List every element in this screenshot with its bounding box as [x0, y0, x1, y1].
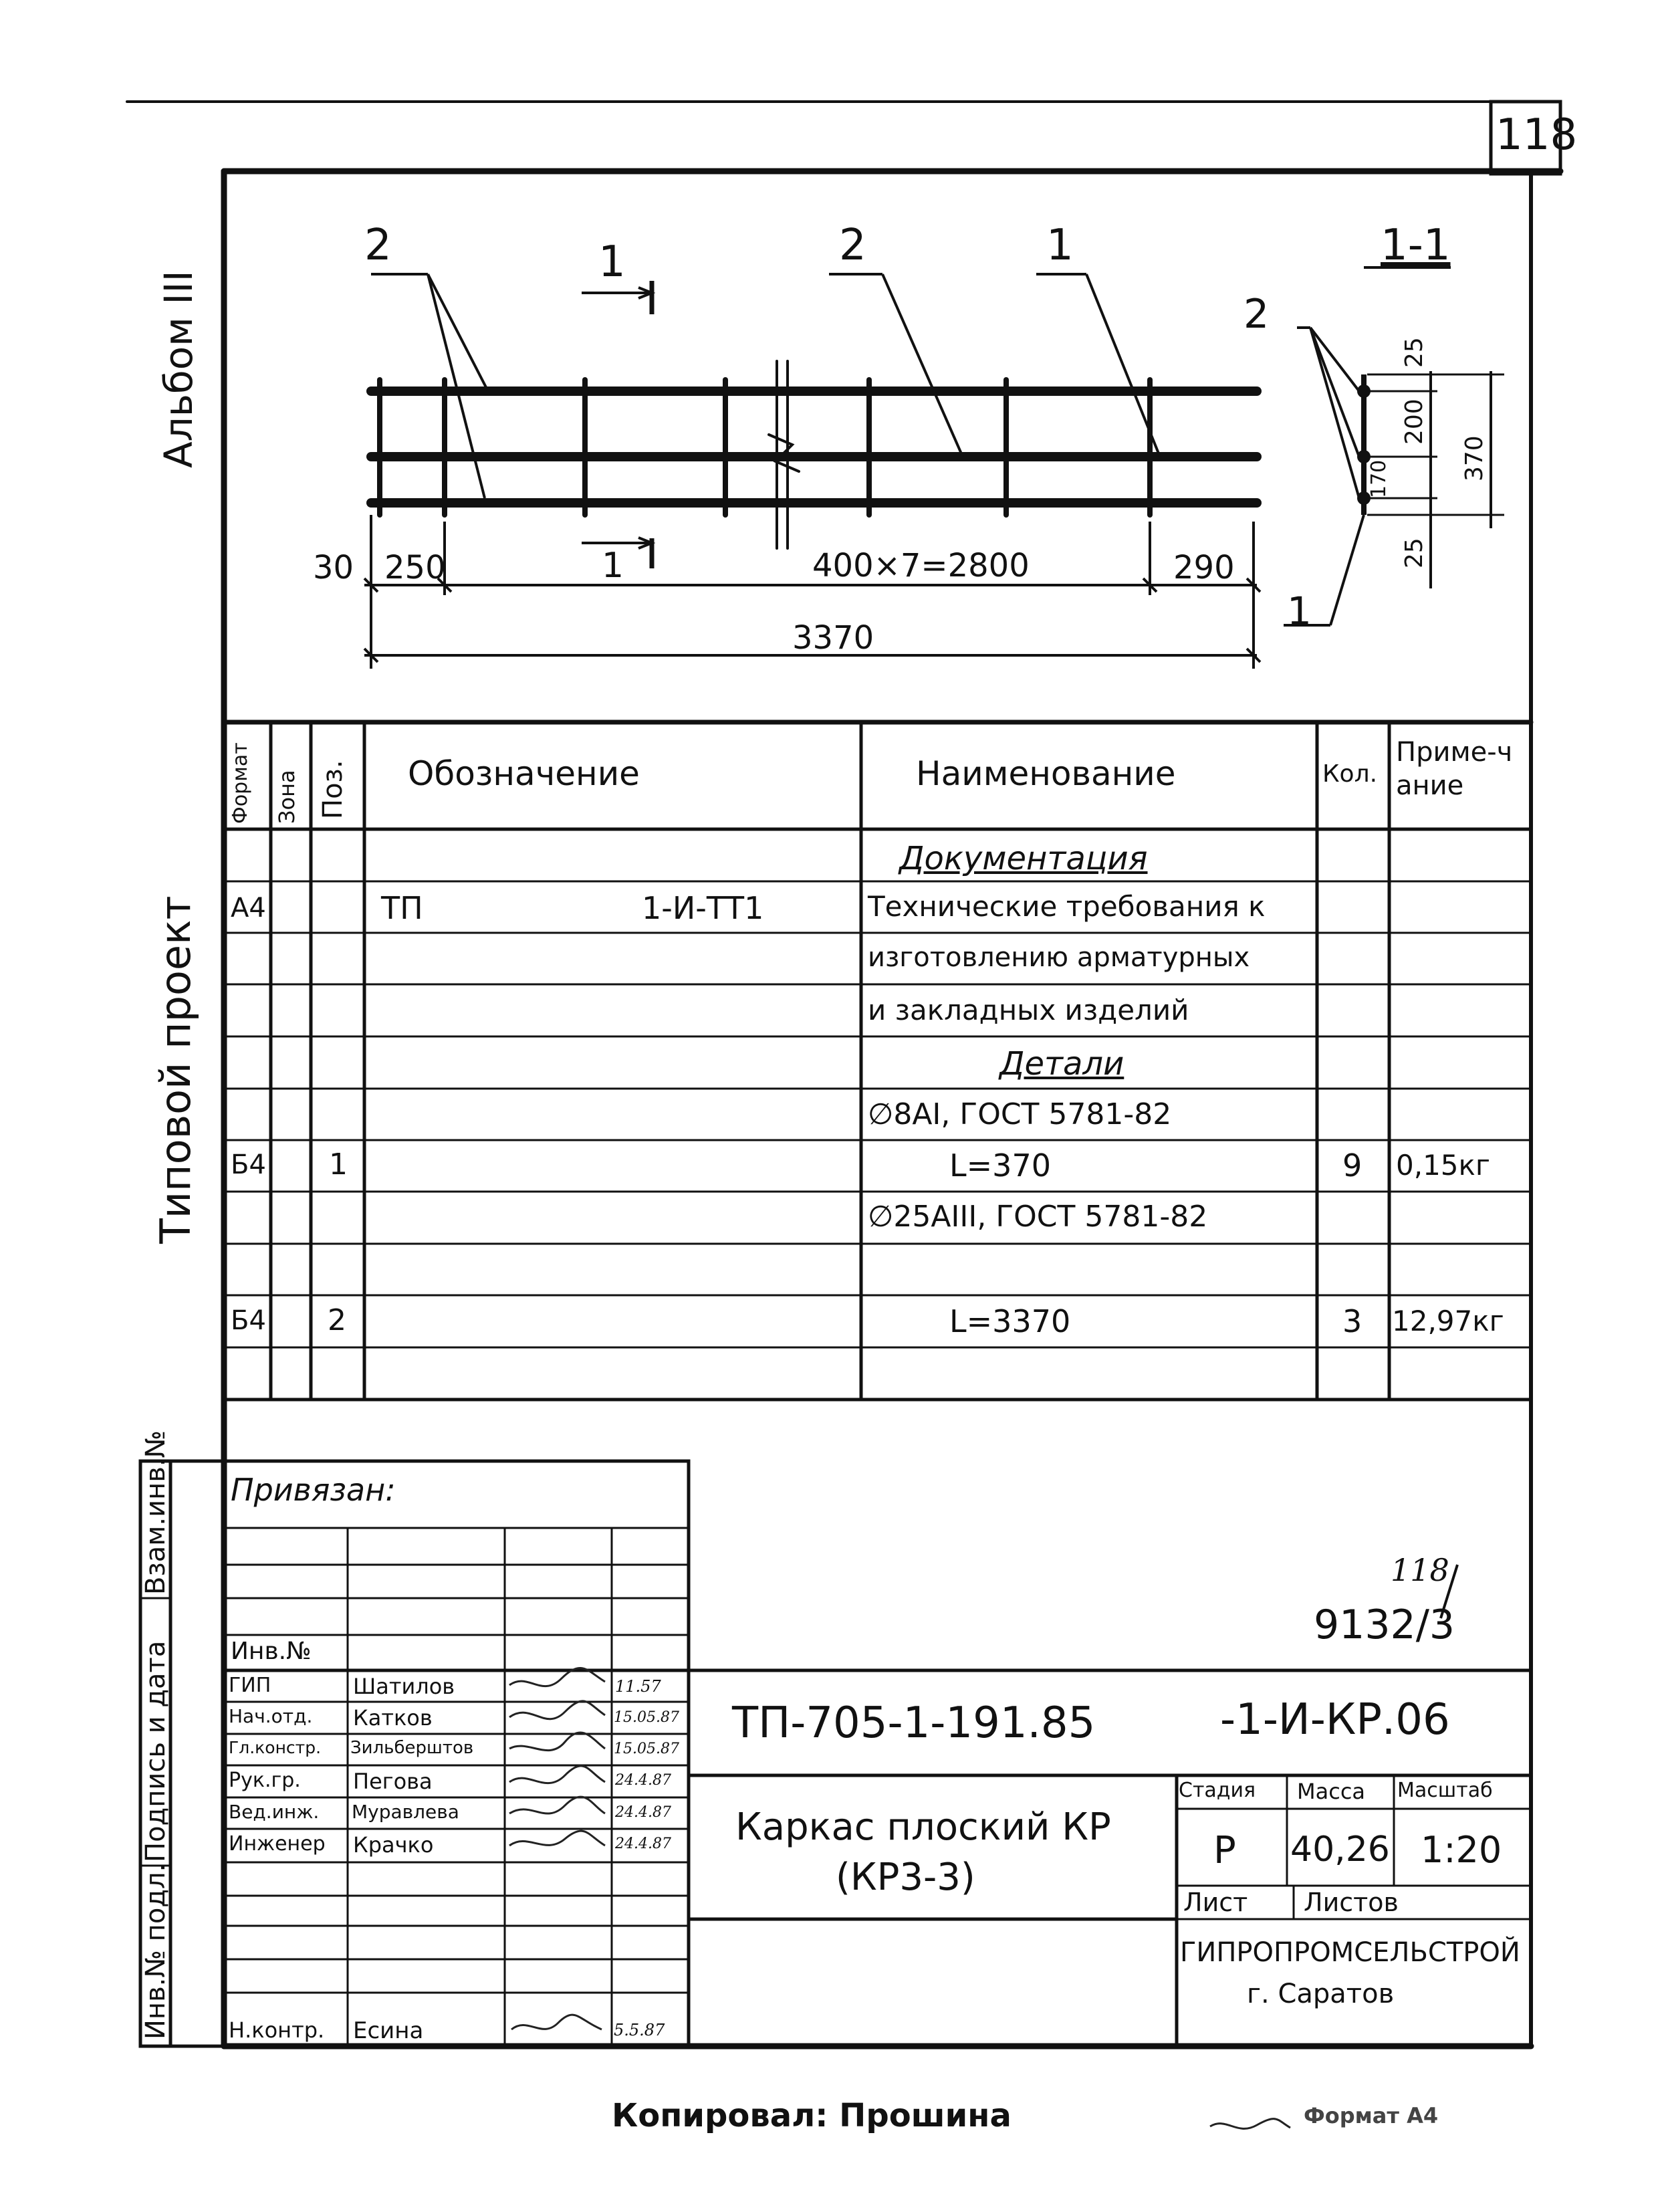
mass-label: Масса [1297, 1779, 1366, 1804]
staff-role-4: Вед.инж. [229, 1801, 320, 1823]
row-7-format: Б4 [231, 1149, 266, 1180]
staff-name-3: Пегова [353, 1769, 433, 1794]
staff-date-1: 15.05.87 [614, 1709, 679, 1726]
row-9-pos: 2 [328, 1303, 346, 1337]
copied-by: Копировал: Прошина [612, 2097, 1012, 2134]
staff-role-3: Рук.гр. [229, 1769, 301, 1792]
drawing-title-line2: (КР3-3) [836, 1856, 975, 1899]
staff-role-1: Нач.отд. [229, 1705, 313, 1727]
staff-date-5: 24.4.87 [615, 1836, 671, 1852]
sheets-label: Листов [1304, 1888, 1399, 1917]
scale-value: 1:20 [1421, 1829, 1502, 1871]
staff-date-0: 11.57 [615, 1677, 661, 1696]
dim-3370: 3370 [792, 619, 874, 657]
header-pos: Поз. [318, 760, 348, 819]
row-2-format: А4 [231, 893, 266, 923]
paper-format: Формат А4 [1304, 2103, 1439, 2128]
doc-code-right: -1-И-КР.06 [1220, 1695, 1450, 1745]
header-note: Приме-чание [1396, 737, 1513, 801]
sec-dim-25-bottom: 25 [1401, 538, 1428, 568]
callout-2-mid: 2 [839, 221, 866, 270]
bound-label: Привязан: [231, 1472, 396, 1508]
staff-name-5: Крачко [353, 1832, 434, 1858]
staff-role-2: Гл.констр. [229, 1738, 322, 1757]
row-9-qty: 3 [1342, 1303, 1363, 1339]
inv-label: Инв.№ [231, 1638, 312, 1665]
row-2-name: Технические требования к [868, 890, 1266, 923]
sec-dim-25-top: 25 [1401, 337, 1428, 368]
staff-name-1: Катков [353, 1705, 433, 1731]
stamp-col-inv-podl: Инв.№ подл. [140, 1863, 171, 2039]
drawing-title-line1: Каркас плоский КР [735, 1805, 1111, 1849]
cage-elevation [371, 361, 1257, 548]
row-7-qty: 9 [1342, 1147, 1363, 1184]
row-5-name: Детали [999, 1045, 1124, 1083]
callout-2-section: 2 [1244, 291, 1270, 338]
callout-1-section: 1 [1287, 588, 1312, 634]
album-label: Альбом III [156, 270, 201, 468]
row-9-name: L=3370 [949, 1303, 1071, 1339]
row-7-pos: 1 [329, 1147, 348, 1182]
dim-30: 30 [313, 549, 354, 586]
staff-role-5: Инженер [229, 1832, 326, 1856]
row-7-name: L=370 [949, 1147, 1051, 1184]
stage-value: Р [1213, 1829, 1236, 1872]
staff-role-0: ГИП [229, 1674, 271, 1697]
mass-value: 40,26 [1290, 1830, 1390, 1870]
stamp-col-vzam-inv: Взам.инв.№ [140, 1430, 171, 1595]
staff-date-3: 24.4.87 [615, 1772, 671, 1789]
project-type-label: Типовой проект [151, 895, 200, 1244]
header-zone: Зона [274, 770, 300, 824]
organization-city: г. Саратов [1247, 1979, 1395, 2009]
dim-250: 250 [384, 549, 446, 586]
row-1-name: Документация [899, 840, 1148, 877]
staff-name-2: Зильберштов [350, 1738, 474, 1758]
row-3-name: изготовлению арматурных [868, 942, 1250, 973]
header-qty: Кол. [1322, 760, 1378, 788]
row-9-format: Б4 [231, 1305, 266, 1336]
dim-290: 290 [1173, 549, 1235, 586]
sec-dim-200: 200 [1401, 399, 1428, 445]
organization-name: ГИПРОПРОМСЕЛЬСТРОЙ [1180, 1937, 1520, 1968]
staff-name-0: Шатилов [353, 1674, 455, 1699]
doc-code-left: ТП-705-1-191.85 [732, 1698, 1096, 1748]
header-name: Наименование [916, 754, 1176, 793]
sheet-label: Лист [1183, 1888, 1248, 1917]
row-2-designation: ТП [381, 890, 423, 926]
dim-400x7: 400×7=2800 [812, 547, 1030, 584]
staff-date-4: 24.4.87 [615, 1804, 671, 1821]
row-7-note: 0,15кг [1396, 1149, 1490, 1182]
section-mark-top: 1 [598, 237, 626, 287]
stage-label: Стадия [1179, 1779, 1256, 1802]
row-2-code: 1-И-ТТ1 [642, 890, 764, 926]
callout-1-mid: 1 [1046, 221, 1074, 270]
staff-name-4: Муравлева [352, 1801, 459, 1823]
staff-name-6: Есина [353, 2017, 424, 2044]
row-6-name: ∅8АI, ГОСТ 5781-82 [868, 1097, 1172, 1131]
header-format: Формат [229, 742, 252, 824]
row-9-note: 12,97кг [1392, 1305, 1504, 1337]
sec-dim-370: 370 [1461, 435, 1488, 481]
header-designation: Обозначение [408, 754, 640, 793]
sec-dim-170: 170 [1367, 459, 1391, 498]
staff-role-6: Н.контр. [229, 2017, 325, 2043]
section-mark-bottom: 1 [602, 546, 624, 586]
sheet-number: 118 [1496, 110, 1578, 160]
ref-number-bottom: 9132/3 [1314, 1601, 1455, 1648]
staff-date-6: 5.5.87 [614, 2021, 665, 2039]
scale-label: Масштаб [1397, 1779, 1493, 1802]
row-8-name: ∅25АIII, ГОСТ 5781-82 [868, 1200, 1208, 1234]
stamp-col-signature-date: Подпись и дата [140, 1640, 171, 1862]
staff-date-2: 15.05.87 [614, 1741, 679, 1757]
section-title: 1-1 [1381, 221, 1451, 270]
callout-2-left: 2 [364, 221, 392, 270]
ref-number-top: 118 [1391, 1552, 1449, 1588]
row-4-name: и закладных изделий [868, 994, 1189, 1026]
